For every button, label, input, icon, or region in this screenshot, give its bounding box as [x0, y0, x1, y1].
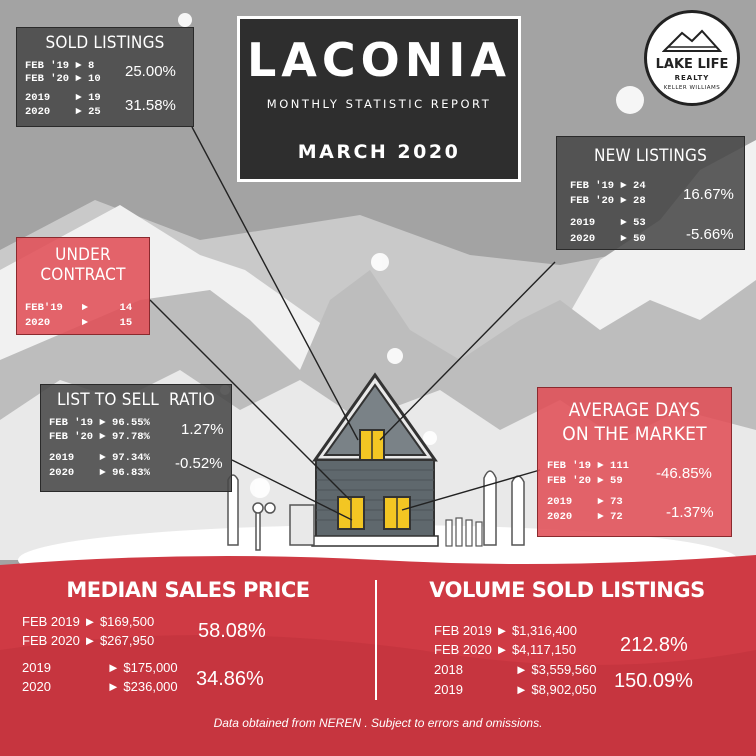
table-row: FEB 2019 ► $1,316,400: [434, 623, 578, 638]
under-contract-title: UNDER CONTRACT: [40, 245, 126, 285]
avg-days-panel: [537, 387, 732, 537]
list-to-sell-title: LIST TO SELL RATIO: [56, 390, 216, 410]
footer-note: Data obtained from NEREN . Subject to errors and omissions.: [213, 716, 543, 730]
table-row: FEB '20 ► 97.78%: [49, 431, 150, 443]
table-row: 2020 ► $236,000: [22, 679, 178, 694]
sold-listings-panel: [16, 27, 194, 127]
table-row: 2020 ► 25: [25, 106, 101, 118]
report-month: MARCH 2020: [297, 141, 461, 163]
volume-pct-feb: 212.8%: [620, 634, 688, 656]
table-row: FEB '20 ► 28: [570, 195, 646, 207]
table-row: 2020 ► 50: [570, 233, 646, 245]
median-price-title: MEDIAN SALES PRICE: [66, 578, 310, 602]
table-row: FEB '19 ► 96.55%: [49, 417, 150, 429]
logo-line2: REALTY: [674, 74, 710, 82]
under-contract-panel: [16, 237, 150, 335]
table-row: 2019 ► 53: [570, 217, 646, 229]
ratio-pct-year: -0.52%: [175, 455, 223, 472]
days-pct-year: -1.37%: [666, 504, 714, 521]
table-row: 2019 ► $175,000: [22, 660, 178, 675]
table-row: FEB 2020 ► $4,117,150: [434, 642, 577, 657]
table-row: 2020 ► 15: [25, 317, 133, 329]
table-row: 2019 ► 19: [25, 92, 101, 104]
sold-listings-title: SOLD LISTINGS: [45, 33, 165, 53]
median-pct-year: 34.86%: [196, 668, 264, 690]
days-pct-feb: -46.85%: [656, 465, 712, 482]
new-listings-panel: [556, 136, 745, 250]
table-row: 2018 ► $3,559,560: [434, 662, 597, 677]
table-row: 2020 ► 96.83%: [49, 467, 150, 479]
table-row: FEB '20 ► 59: [547, 475, 623, 487]
header-box: [237, 16, 521, 182]
mountain-logo-icon: [662, 27, 722, 53]
city-title: LACONIA: [247, 33, 511, 87]
table-row: FEB 2019 ► $169,500: [22, 614, 155, 629]
sold-pct-year: 31.58%: [125, 97, 176, 114]
list-to-sell-panel: [40, 384, 232, 492]
table-row: FEB '20 ► 10: [25, 73, 101, 85]
median-pct-feb: 58.08%: [198, 620, 266, 642]
new-listings-title: NEW LISTINGS: [593, 146, 708, 166]
avg-days-title: AVERAGE DAYS ON THE MARKET: [562, 399, 707, 445]
table-row: 2019 ► 97.34%: [49, 452, 150, 464]
table-row: FEB '19 ► 8: [25, 60, 95, 72]
sold-pct-feb: 25.00%: [125, 63, 176, 80]
volume-sold-section: [378, 572, 756, 702]
lake-life-logo: [644, 10, 740, 106]
volume-pct-year: 150.09%: [614, 670, 693, 692]
volume-sold-title: VOLUME SOLD LISTINGS: [429, 578, 705, 602]
table-row: FEB '19 ► 24: [570, 180, 646, 192]
median-price-section: [0, 572, 376, 702]
table-row: FEB 2020 ► $267,950: [22, 633, 155, 648]
logo-line1: LAKE LIFE: [655, 57, 729, 72]
table-row: 2020 ► 72: [547, 511, 623, 523]
new-pct-year: -5.66%: [686, 226, 734, 243]
ratio-pct-feb: 1.27%: [181, 421, 224, 438]
new-pct-feb: 16.67%: [683, 186, 734, 203]
table-row: 2019 ► 73: [547, 496, 623, 508]
table-row: 2019 ► $8,902,050: [434, 682, 597, 697]
table-row: FEB'19 ► 14: [25, 302, 133, 314]
report-subtitle: MONTHLY STATISTIC REPORT: [266, 97, 492, 111]
table-row: FEB '19 ► 111: [547, 460, 629, 472]
logo-line3: KELLER WILLIAMS: [663, 85, 721, 91]
